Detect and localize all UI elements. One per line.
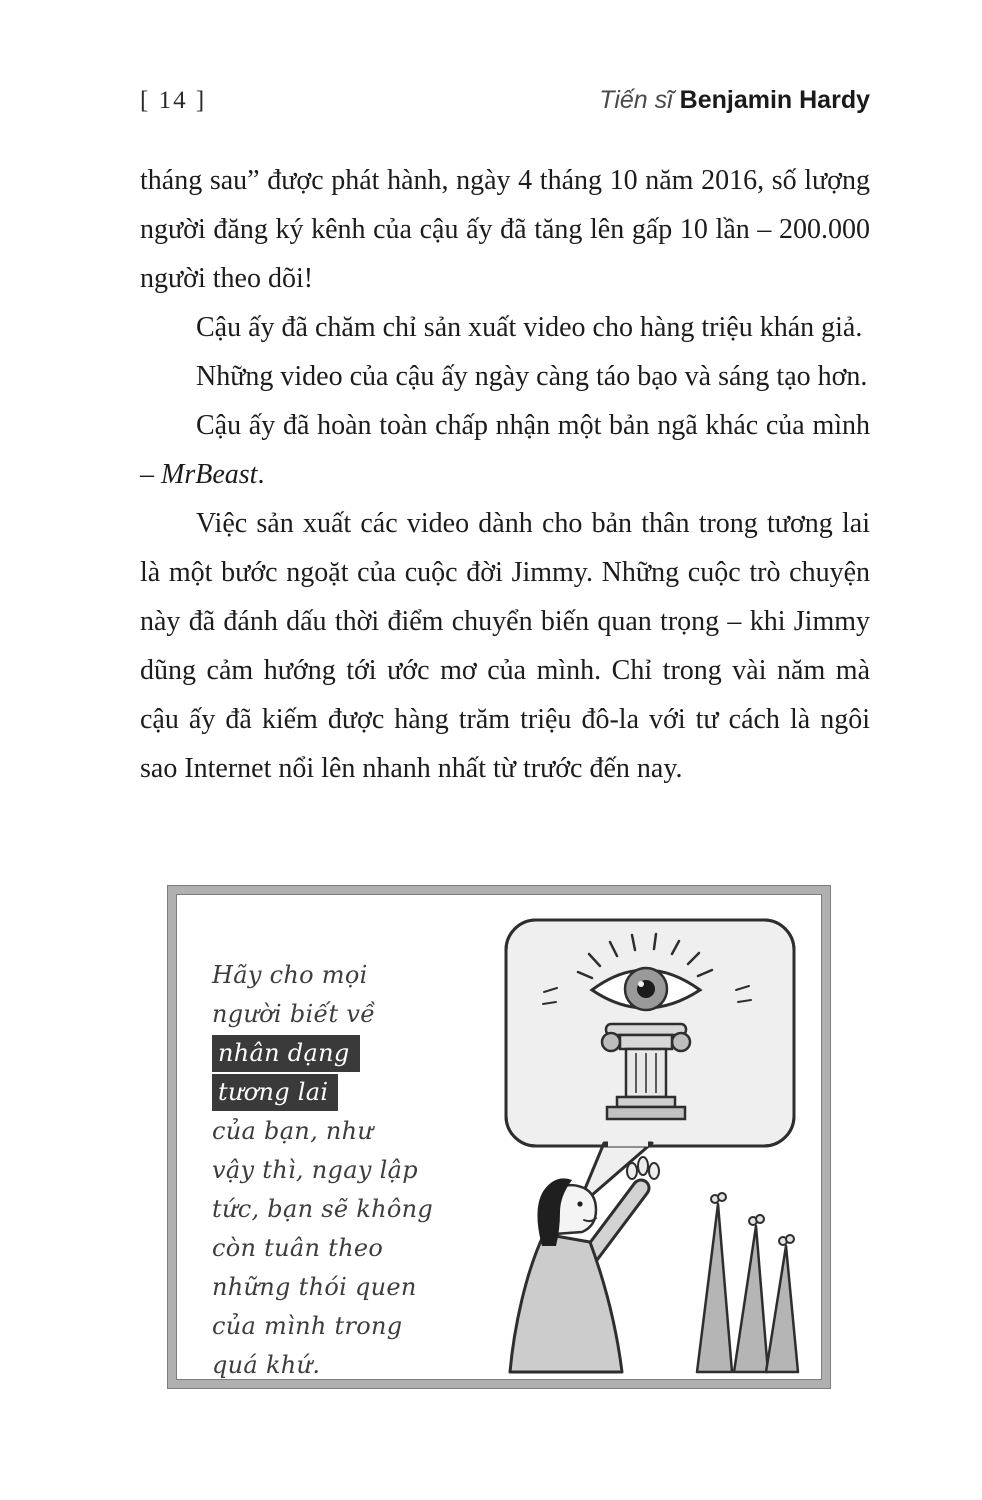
body-paragraph: Những video của cậu ấy ngày càng táo bạo và sáng tạo hơn. bbox=[196, 361, 868, 392]
quote-line: vậy thì, ngay lập bbox=[212, 1156, 418, 1184]
body-paragraph: Cậu ấy đã chăm chỉ sản xuất video cho hàng triệu khán giả. bbox=[196, 312, 863, 343]
body-paragraph: tháng sau” được phát hành, ngày 4 tháng 10 năm 2016, số lượng người đăng ký kênh của cậu ấy đã tăng lên gấp 10 lần – 200.000 người theo dõi! bbox=[140, 165, 870, 294]
person-pointing-up-icon bbox=[510, 1157, 659, 1372]
quote-line: người biết về bbox=[212, 1000, 376, 1028]
quote-line: quá khứ. bbox=[212, 1351, 321, 1379]
body-paragraph: Việc sản xuất các video dành cho bản thân trong tương lai là một bước ngoặt của cuộc đời Jimmy. Những cuộc trò chuyện này đã đánh dấu thời điểm chuyển biến quan trọng – khi Jimmy dũng cảm hướng tới ước mơ của mình. Chỉ trong vài năm mà cậu ấy đã kiếm được hàng trăm triệu đô-la với tư cách là ngôi sao Internet nổi lên nhanh nhất từ trước đến nay. bbox=[140, 508, 870, 784]
figure-quote bbox=[212, 956, 442, 1385]
quote-line: tức, bạn sẽ không bbox=[212, 1195, 434, 1223]
running-title-prefix: Tiến sĩ bbox=[599, 86, 680, 114]
paragraph-text: Cậu ấy đã hoàn toàn chấp nhận một bản ngã khác của mình – bbox=[140, 410, 870, 490]
quote-line-highlighted: nhân dạng bbox=[212, 1035, 360, 1072]
quote-line: những thói quen bbox=[212, 1273, 417, 1301]
raised-arm-spikes-icon bbox=[697, 1193, 798, 1372]
quote-line: của bạn, như bbox=[212, 1117, 374, 1145]
quote-line: Hãy cho mọi bbox=[212, 961, 368, 989]
quote-line: còn tuân theo bbox=[212, 1234, 384, 1262]
body-text bbox=[140, 156, 870, 793]
illustration-figure bbox=[168, 886, 830, 1388]
figure-illustration bbox=[414, 912, 814, 1374]
body-paragraph bbox=[140, 401, 870, 499]
running-title-author: Benjamin Hardy bbox=[679, 86, 870, 114]
running-header bbox=[140, 86, 870, 115]
paragraph-text: . bbox=[257, 459, 265, 490]
paragraph-italic-term: MrBeast bbox=[161, 459, 258, 490]
quote-line: của mình trong bbox=[212, 1312, 403, 1340]
page-number: [ 14 ] bbox=[140, 87, 207, 114]
running-title bbox=[599, 86, 870, 115]
quote-line-highlighted: tương lai bbox=[212, 1074, 338, 1111]
